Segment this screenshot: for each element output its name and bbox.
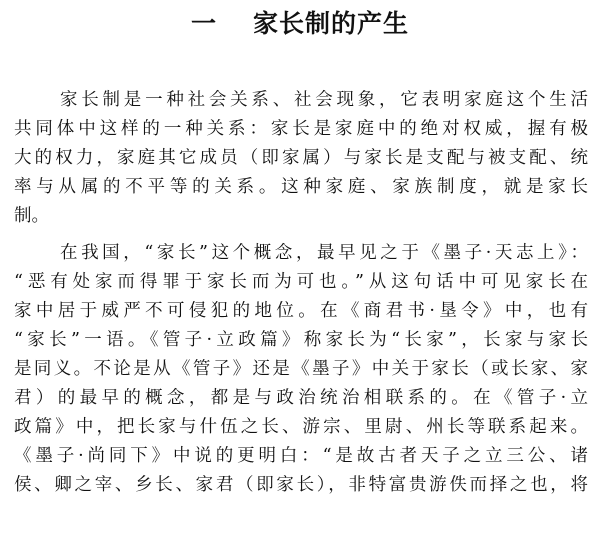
section-heading (0, 4, 600, 40)
text-line: 家中居于威严不可侵犯的地位。在《商君书·垦令》中，也有 (14, 301, 588, 321)
text-line: 在我国，“家长”这个概念，最早见之于《墨子·天志上》： (60, 243, 588, 263)
text-line: “恶有处家而得罪于家长而为可也。”从这句话中可见家长在 (14, 272, 588, 292)
text-line: 率与从属的不平等的关系。这种家庭、家族制度，就是家长 (14, 177, 588, 197)
text-line: “家长”一语。《管子·立政篇》称家长为“长家”，长家与家长 (14, 330, 588, 350)
body-text (14, 86, 588, 500)
text-line: 是同义。不论是从《管子》还是《墨子》中关于家长（或长家、家 (14, 359, 588, 379)
text-line: 君）的最早的概念，都是与政治统治相联系的。在《管子·立 (14, 388, 588, 408)
text-line: 侯、卿之宰、乡长、家君（即家长），非特富贵游佚而择之也，将 (14, 475, 588, 495)
text-line: 制。 (14, 206, 49, 226)
text-line: 大的权力，家庭其它成员（即家属）与家长是支配与被支配、统 (14, 148, 588, 168)
text-line: 家长制是一种社会关系、社会现象，它表明家庭这个生活 (60, 90, 588, 110)
text-line: 共同体中这样的一种关系：家长是家庭中的绝对权威，握有极 (14, 119, 588, 139)
section-title: 家长制的产生 (253, 9, 410, 38)
paragraph-gap (14, 231, 588, 239)
text-line: 政篇》中，把长家与什伍之长、游宗、里尉、州长等联系起来。 (14, 417, 588, 437)
paragraph (14, 239, 588, 500)
text-line: 《墨子·尚同下》中说的更明白：“是故古者天子之立三公、诸 (14, 446, 588, 466)
paragraph (14, 86, 588, 231)
section-number: 一 (190, 9, 217, 38)
